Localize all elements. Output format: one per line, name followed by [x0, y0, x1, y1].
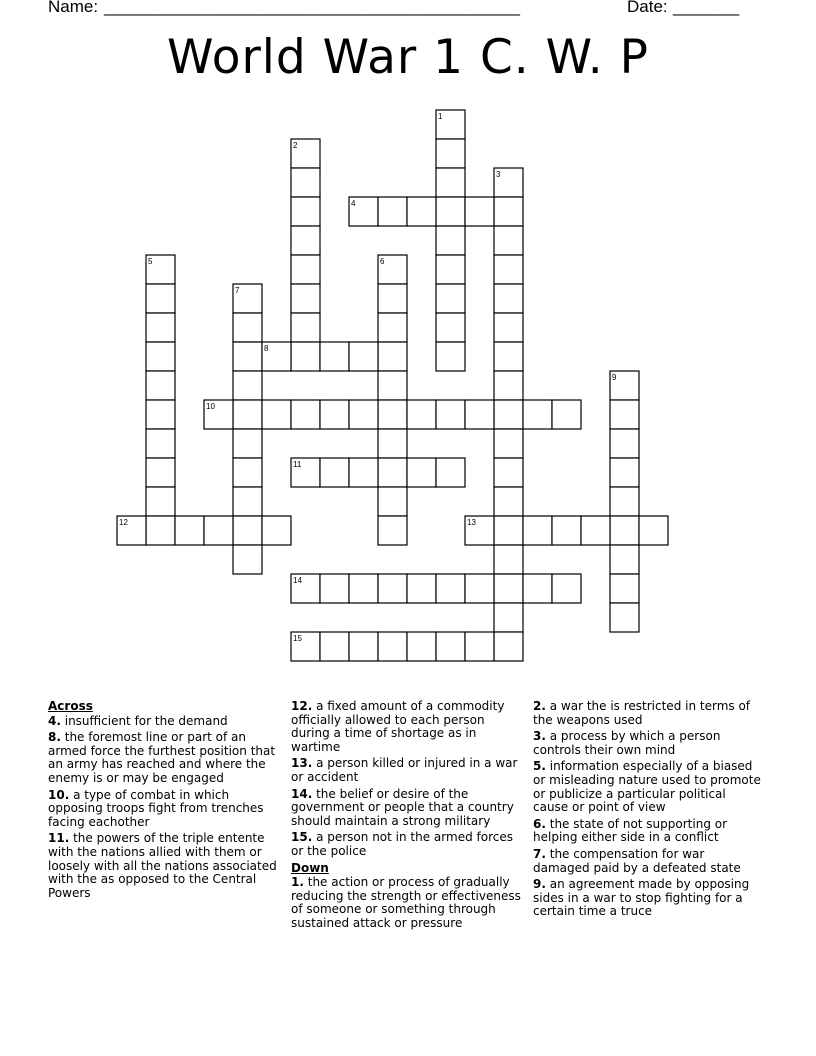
- grid-cell[interactable]: [552, 400, 581, 429]
- grid-cell[interactable]: [146, 516, 175, 545]
- grid-cell[interactable]: [320, 574, 349, 603]
- grid-cell[interactable]: [494, 458, 523, 487]
- grid-cell[interactable]: [436, 197, 465, 226]
- clue-number: 11: [293, 460, 302, 469]
- grid-cell[interactable]: [233, 313, 262, 342]
- grid-cell[interactable]: [494, 603, 523, 632]
- grid-cell[interactable]: [552, 516, 581, 545]
- grid-cell[interactable]: [233, 284, 262, 313]
- grid-cell[interactable]: [378, 516, 407, 545]
- grid-cell[interactable]: [378, 458, 407, 487]
- grid-cell[interactable]: [465, 632, 494, 661]
- grid-cell[interactable]: [610, 371, 639, 400]
- grid-cell[interactable]: [407, 632, 436, 661]
- clue-column-3: [533, 700, 763, 922]
- clue-down-7: 7. the compensation for war damaged paid by a defeated state: [533, 846, 741, 875]
- grid-cell[interactable]: [349, 342, 378, 371]
- grid-cell[interactable]: [146, 284, 175, 313]
- grid-cell[interactable]: [494, 313, 523, 342]
- grid-cell[interactable]: [378, 197, 407, 226]
- grid-cell[interactable]: [465, 574, 494, 603]
- grid-cell[interactable]: [349, 632, 378, 661]
- grid-cell[interactable]: [262, 342, 291, 371]
- grid-cell[interactable]: [494, 284, 523, 313]
- grid-cell[interactable]: [436, 255, 465, 284]
- grid-cell[interactable]: [233, 371, 262, 400]
- grid-cell[interactable]: [610, 574, 639, 603]
- grid-cell[interactable]: [494, 371, 523, 400]
- grid-cell[interactable]: [291, 284, 320, 313]
- grid-cell[interactable]: [291, 632, 320, 661]
- grid-cell[interactable]: [291, 458, 320, 487]
- grid-cell[interactable]: [146, 342, 175, 371]
- grid-cell[interactable]: [175, 516, 204, 545]
- clue-across-10: 10. a type of combat in which opposing troops fight from trenches facing eachother: [48, 787, 264, 829]
- clue-number: 9: [612, 373, 617, 382]
- grid-cell[interactable]: [378, 400, 407, 429]
- grid-cell[interactable]: [320, 400, 349, 429]
- grid-cell[interactable]: [581, 516, 610, 545]
- grid-cell[interactable]: [291, 197, 320, 226]
- grid-cell[interactable]: [233, 458, 262, 487]
- page-title: World War 1 C. W. P: [166, 30, 649, 85]
- clue-number: 5: [148, 257, 153, 266]
- grid-cell[interactable]: [436, 226, 465, 255]
- grid-cell[interactable]: [610, 487, 639, 516]
- grid-cell[interactable]: [523, 400, 552, 429]
- clue-number: 4: [351, 199, 356, 208]
- grid-cell[interactable]: [436, 313, 465, 342]
- clue-number: 3: [496, 170, 501, 179]
- grid-cell[interactable]: [378, 632, 407, 661]
- clue-number: 13: [467, 518, 476, 527]
- clue-across-11: 11. the powers of the triple entente with the nations allied with them or loosely with all the nations associated with the as opposed to the Central Powers: [48, 831, 277, 900]
- grid-cell[interactable]: [552, 574, 581, 603]
- down-heading: Down: [291, 860, 329, 875]
- grid-cell[interactable]: [494, 168, 523, 197]
- grid-cell[interactable]: [349, 197, 378, 226]
- grid-cell[interactable]: [494, 226, 523, 255]
- grid-cell[interactable]: [146, 313, 175, 342]
- grid-cell[interactable]: [494, 400, 523, 429]
- grid-cell[interactable]: [610, 516, 639, 545]
- grid-cell[interactable]: [465, 197, 494, 226]
- grid-cell[interactable]: [233, 487, 262, 516]
- grid-cell[interactable]: [378, 371, 407, 400]
- grid-cell[interactable]: [320, 458, 349, 487]
- grid-cell[interactable]: [639, 516, 668, 545]
- grid-cell[interactable]: [233, 429, 262, 458]
- grid-cell[interactable]: [291, 400, 320, 429]
- clue-down-3: 3. a process by which a person controls their own mind: [533, 729, 721, 757]
- grid-cell[interactable]: [233, 400, 262, 429]
- grid-cell[interactable]: [610, 400, 639, 429]
- grid-cell[interactable]: [378, 487, 407, 516]
- grid-cell[interactable]: [436, 139, 465, 168]
- grid-cell[interactable]: [610, 458, 639, 487]
- across-heading: Across: [48, 699, 93, 713]
- grid-cell[interactable]: [494, 632, 523, 661]
- grid-cell[interactable]: [436, 400, 465, 429]
- grid-cell[interactable]: [378, 255, 407, 284]
- clue-number: 15: [293, 634, 302, 643]
- clue-down-5: 5. information especially of a biased or misleading nature used to promote or publicize a particular political cause or point of view: [533, 759, 761, 815]
- grid-cell[interactable]: [291, 574, 320, 603]
- grid-cell[interactable]: [465, 400, 494, 429]
- clue-number: 12: [119, 518, 128, 527]
- clue-number: 10: [206, 402, 215, 411]
- grid-cell[interactable]: [146, 487, 175, 516]
- clue-column-2: [291, 700, 523, 934]
- grid-cell[interactable]: [233, 516, 262, 545]
- clue-number: 2: [293, 141, 298, 150]
- grid-cell[interactable]: [407, 574, 436, 603]
- date-field[interactable]: _______: [673, 0, 740, 16]
- grid-cell[interactable]: [523, 574, 552, 603]
- grid-cell[interactable]: [407, 197, 436, 226]
- grid-cell[interactable]: [494, 197, 523, 226]
- grid-cell[interactable]: [494, 342, 523, 371]
- grid-cell[interactable]: [436, 110, 465, 139]
- grid-cell[interactable]: [146, 458, 175, 487]
- grid-cell[interactable]: [378, 313, 407, 342]
- grid-cell[interactable]: [117, 516, 146, 545]
- grid-cell[interactable]: [494, 255, 523, 284]
- grid-cell[interactable]: [494, 516, 523, 545]
- grid-cell[interactable]: [320, 632, 349, 661]
- grid-cell[interactable]: [262, 516, 291, 545]
- grid-cell[interactable]: [146, 371, 175, 400]
- grid-cell[interactable]: [378, 342, 407, 371]
- grid-cell[interactable]: [146, 429, 175, 458]
- grid-cell[interactable]: [349, 574, 378, 603]
- grid-cell[interactable]: [378, 574, 407, 603]
- grid-cell[interactable]: [494, 574, 523, 603]
- grid-cell[interactable]: [407, 458, 436, 487]
- grid-cell[interactable]: [204, 516, 233, 545]
- clue-number: 7: [235, 286, 240, 295]
- grid-cell[interactable]: [436, 458, 465, 487]
- clue-number: 1: [438, 112, 443, 121]
- clue-across-13: 13. a person killed or injured in a war or accident: [291, 756, 518, 784]
- grid-cell[interactable]: [436, 168, 465, 197]
- grid-cell[interactable]: [465, 516, 494, 545]
- date-label: Date:: [627, 0, 668, 16]
- grid-cell[interactable]: [349, 400, 378, 429]
- grid-cell[interactable]: [494, 545, 523, 574]
- clue-across-14: 14. the belief or desire of the government or people that a country should maintain a strong military: [291, 786, 514, 828]
- grid-cell[interactable]: [204, 400, 233, 429]
- grid-cell[interactable]: [291, 168, 320, 197]
- grid-cell[interactable]: [291, 313, 320, 342]
- clue-across-15: 15. a person not in the armed forces or the police: [291, 830, 513, 858]
- clue-across-4: 4. insufficient for the demand: [48, 713, 228, 728]
- clue-down-2: 2. a war the is restricted in terms of the weapons used: [533, 699, 751, 727]
- grid-cell[interactable]: [233, 342, 262, 371]
- clue-down-1: 1. the action or process of gradually reducing the strength or effectiveness of someone or something through sustained attack or pressure: [291, 875, 521, 930]
- grid-cell[interactable]: [349, 458, 378, 487]
- grid-cell[interactable]: [378, 284, 407, 313]
- grid-cell[interactable]: [436, 632, 465, 661]
- clue-across-8: 8. the foremost line or part of an armed force the furthest position that an army has reached and where the enemy is or may be engaged: [48, 730, 276, 785]
- name-label: Name:: [48, 0, 99, 16]
- grid-cell[interactable]: [291, 255, 320, 284]
- grid-cell[interactable]: [233, 545, 262, 574]
- grid-cell[interactable]: [523, 516, 552, 545]
- grid-cell[interactable]: [436, 284, 465, 313]
- grid-cell[interactable]: [407, 400, 436, 429]
- grid-cell[interactable]: [494, 487, 523, 516]
- grid-cell[interactable]: [146, 400, 175, 429]
- name-field[interactable]: ____________________________________________: [104, 0, 521, 16]
- grid-cell[interactable]: [291, 342, 320, 371]
- grid-cell[interactable]: [262, 400, 291, 429]
- clue-column-1: [48, 700, 280, 903]
- grid-cell[interactable]: [291, 139, 320, 168]
- clue-across-12: 12. a fixed amount of a commodity officially allowed to each person during a time of shortage as in wartime: [291, 699, 505, 754]
- clue-number: 8: [264, 344, 269, 353]
- clue-down-6: 6. the state of not supporting or helping either side in a conflict: [533, 816, 728, 845]
- grid-cell[interactable]: [146, 255, 175, 284]
- grid-cell[interactable]: [291, 226, 320, 255]
- grid-cell[interactable]: [610, 603, 639, 632]
- grid-cell[interactable]: [436, 574, 465, 603]
- clue-number: 6: [380, 257, 385, 266]
- grid-cell[interactable]: [610, 429, 639, 458]
- clue-down-9: 9. an agreement made by opposing sides in a war to stop fighting for a certain time a truce: [533, 877, 750, 919]
- grid-cell[interactable]: [610, 545, 639, 574]
- grid-cell[interactable]: [320, 342, 349, 371]
- grid-cell[interactable]: [378, 429, 407, 458]
- clue-number: 14: [293, 576, 302, 585]
- grid-cell[interactable]: [494, 429, 523, 458]
- grid-cell[interactable]: [436, 342, 465, 371]
